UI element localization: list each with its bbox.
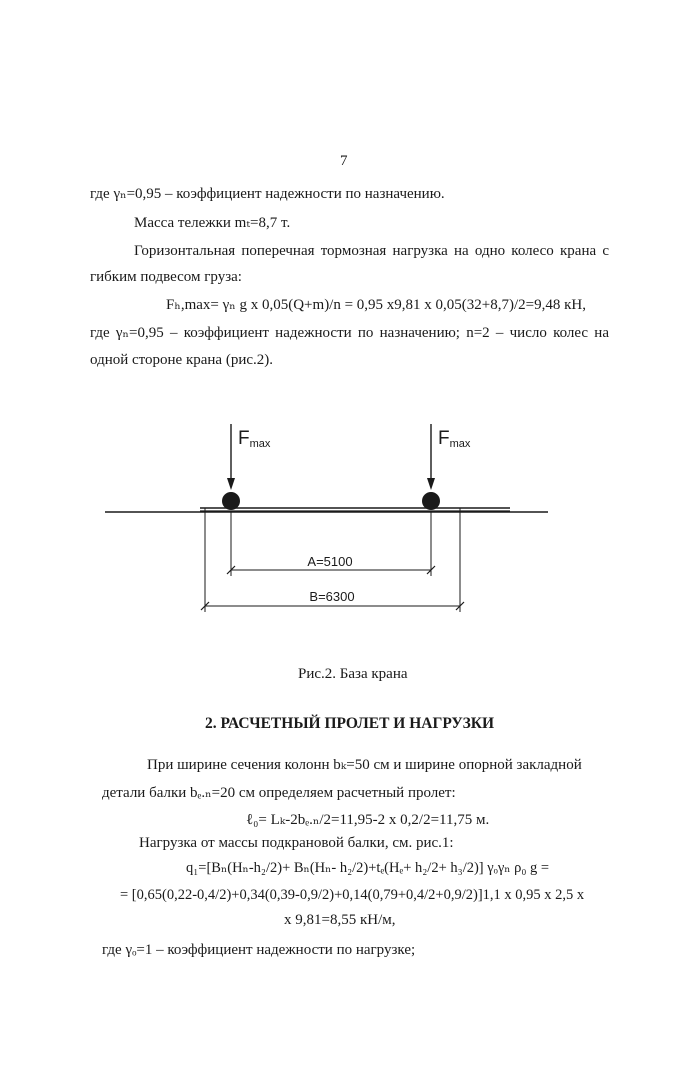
- text-line-7: одной стороне крана (рис.2).: [90, 352, 274, 368]
- text-line-p2: детали балки bₑ.ₙ=20 см определяем расчетный пролет:: [102, 785, 456, 801]
- text-line-p1: При ширине сечения колонн bₖ=50 см и ширине опорной закладной: [147, 757, 582, 773]
- text-line-2: Масса тележки mₜ=8,7 т.: [134, 215, 291, 231]
- svg-text:Fmax: [438, 428, 471, 450]
- dimension-a-label: A=5100: [307, 554, 353, 569]
- force-arrow-right: [427, 424, 435, 490]
- text-line-p8: где γₒ=1 – коэффициент надежности по нагрузке;: [102, 942, 416, 958]
- text-line-1: где γₙ=0,95 – коэффициент надежности по назначению.: [90, 186, 445, 202]
- wheel-left: [223, 493, 239, 509]
- formula-load-1: q₁=[Bₙ(Hₙ-h₂/2)+ Bₙ(Hₙ- h₂/2)+tₑ(Hₑ+ h₂/2+ h₃/2)] γₒγₙ ρ₀ g =: [186, 860, 550, 876]
- force-label-left: F: [238, 428, 250, 449]
- formula-line-1: Fₕ,max= γₙ g x 0,05(Q+m)/n = 0,95 x9,81 x 0,05(32+8,7)/2=9,48 кН,: [166, 297, 587, 313]
- figure-caption: Рис.2. База крана: [298, 666, 408, 682]
- text-line-6: где γₙ=0,95 – коэффициент надежности по назначению; n=2 – число колес на: [90, 325, 609, 341]
- force-sub-left: max: [249, 438, 271, 450]
- crane-base-diagram: [100, 420, 560, 625]
- dimension-b-label: B=6300: [309, 589, 355, 604]
- wheel-right: [423, 493, 439, 509]
- force-arrow-left: [227, 424, 235, 490]
- force-sub-right: max: [449, 438, 471, 450]
- formula-load-3: x 9,81=8,55 кН/м,: [284, 912, 396, 928]
- formula-span: ℓ₀= Lₖ-2bₑ.ₙ/2=11,95-2 x 0,2/2=11,75 м.: [246, 812, 490, 828]
- page-number: 7: [340, 153, 348, 169]
- force-label-right: F: [438, 428, 450, 449]
- text-line-3: Горизонтальная поперечная тормозная нагрузка на одно колесо крана с: [134, 243, 609, 259]
- formula-load-2: = [0,65(0,22-0,4/2)+0,34(0,39-0,9/2)+0,14(0,79+0,4/2+0,9/2)]1,1 x 0,95 x 2,5 x: [120, 887, 585, 903]
- svg-text:Fmax: [238, 428, 271, 450]
- section-heading: 2. РАСЧЕТНЫЙ ПРОЛЕТ И НАГРУЗКИ: [205, 715, 495, 732]
- text-line-4: гибким подвесом груза:: [90, 269, 242, 285]
- text-line-p4: Нагрузка от массы подкрановой балки, см. рис.1:: [139, 835, 454, 851]
